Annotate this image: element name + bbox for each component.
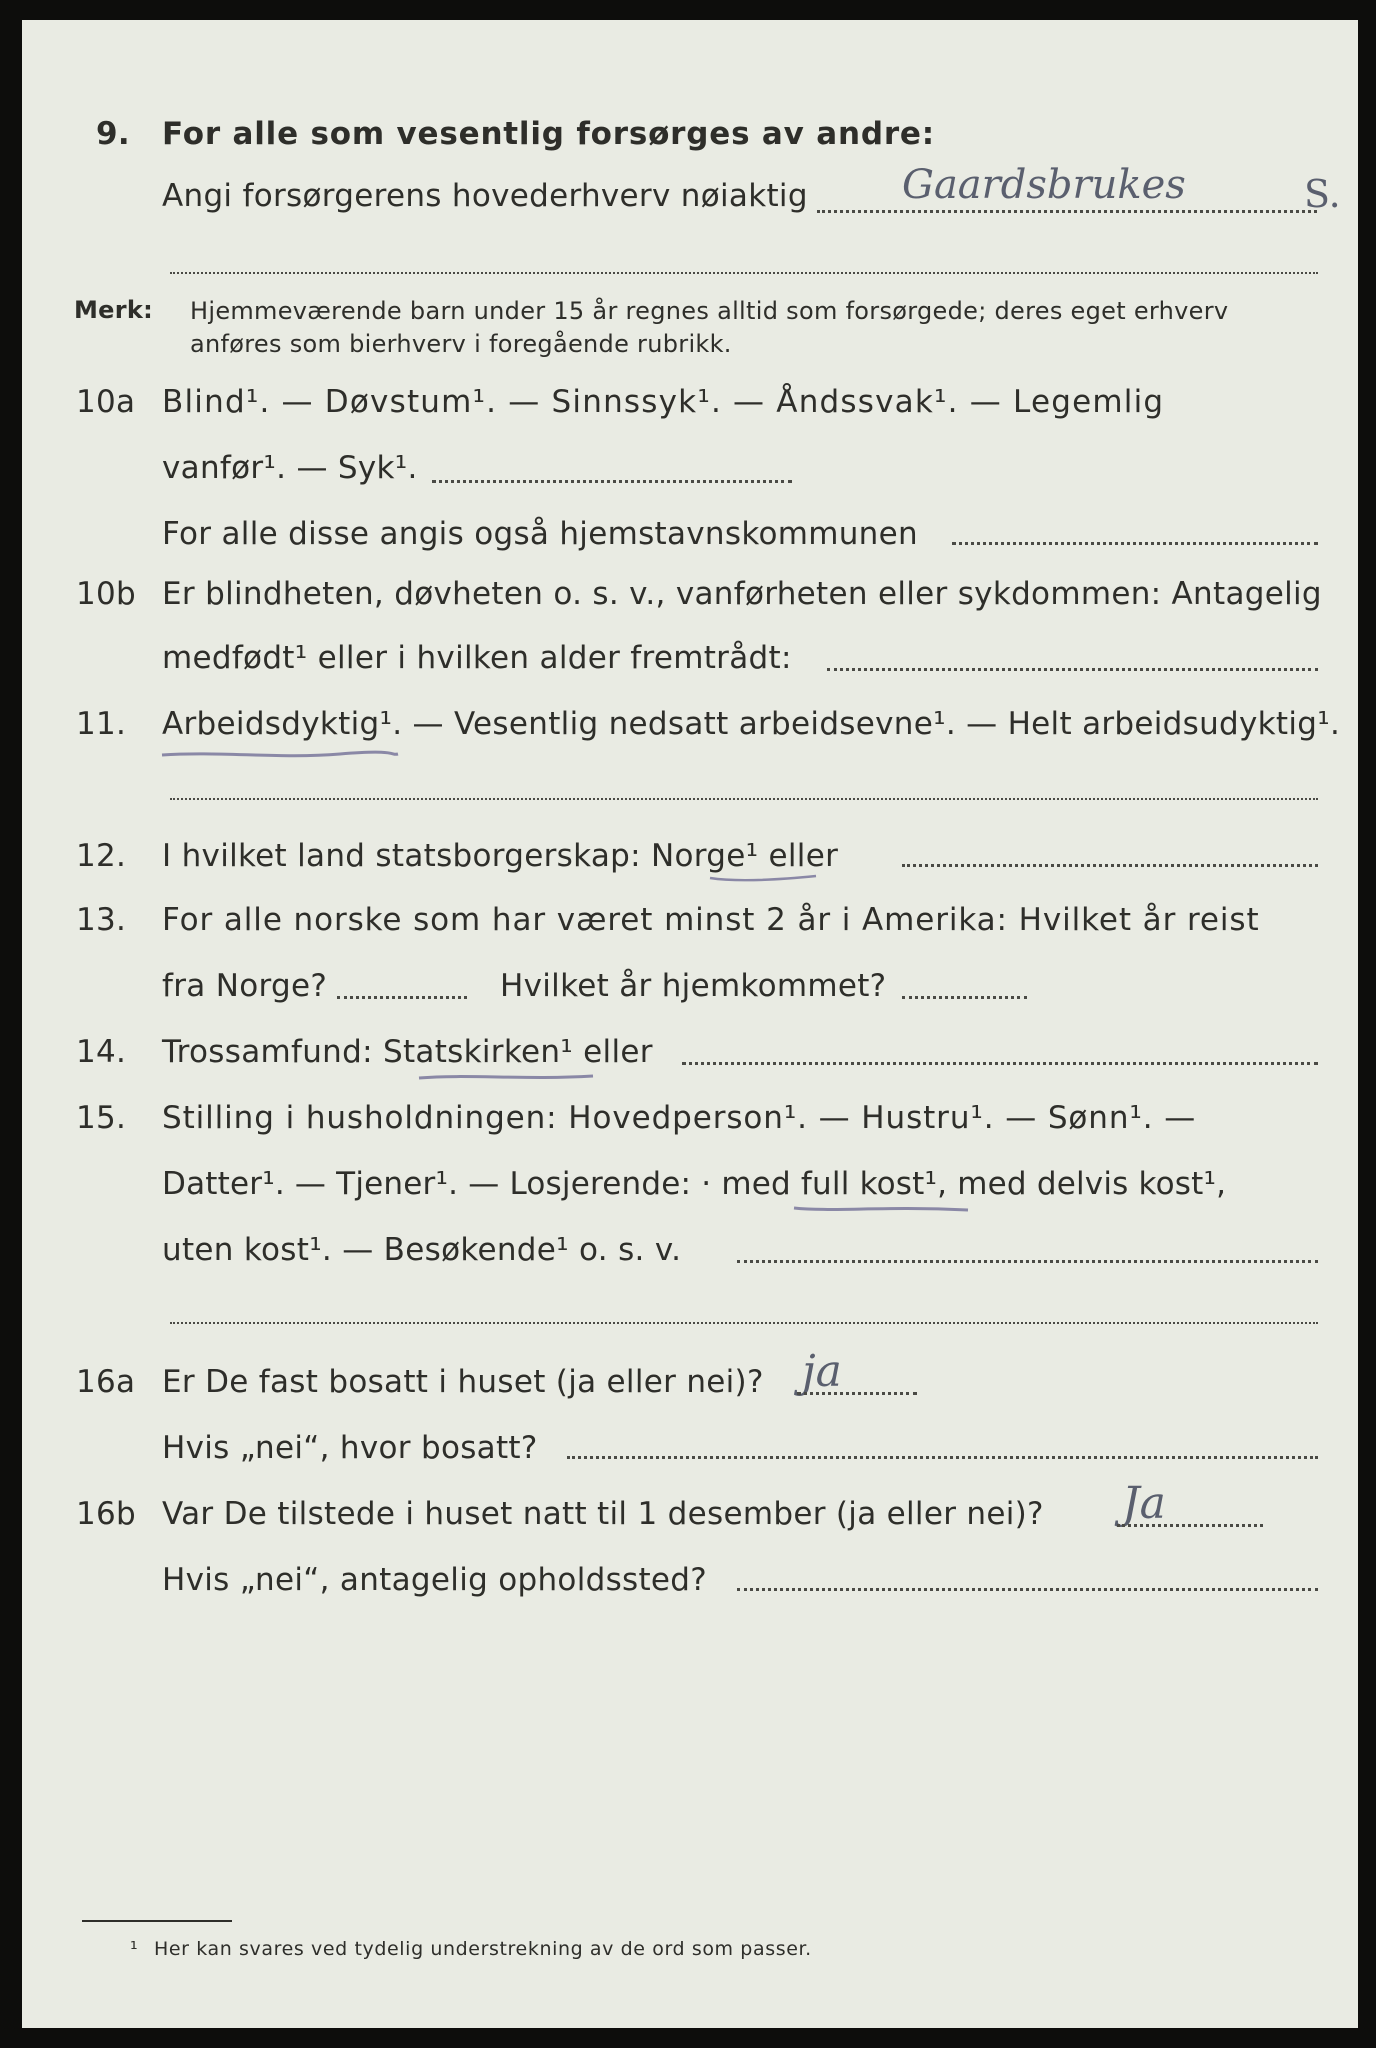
q13-reist-line (337, 996, 467, 999)
merk-label: Merk: (74, 296, 154, 324)
q9-handwritten-suffix: S. (1304, 172, 1341, 216)
q11-underline-mark (160, 748, 400, 762)
q10a-syk-line (432, 480, 792, 483)
q12-text: I hvilket land statsborgerskap: Norge¹ eller (162, 838, 839, 874)
q16a-number: 16a (76, 1364, 136, 1400)
q11-number: 11. (76, 706, 127, 742)
q12-number: 12. (76, 838, 127, 874)
q9-handwritten-answer: Gaardsbrukes (902, 162, 1186, 208)
q16b-line-2: Hvis „nei“, antagelig opholdssted? (162, 1562, 708, 1598)
q9-extra-line (170, 272, 1318, 274)
q13-line-2b: Hvilket år hjemkommet? (500, 968, 887, 1004)
q12-norge-underline-mark (706, 834, 826, 886)
q13-line-2a: fra Norge? (162, 968, 328, 1004)
q11-extra-line (170, 798, 1318, 800)
q15-line-3: uten kost¹. — Besøkende¹ o. s. v. (162, 1232, 682, 1268)
q10b-answer-line (827, 668, 1318, 671)
q14-text: Trossamfund: Statskirken¹ eller (162, 1034, 653, 1070)
q10a-hjemstavn-line (952, 542, 1318, 545)
q16a-line-1: Er De fast bosatt i huset (ja eller nei)? (162, 1364, 764, 1400)
q9-line: Angi forsørgerens hovederhverv nøiaktig (162, 178, 808, 214)
q11-text: Arbeidsdyktig¹. — Vesentlig nedsatt arbeidsevne¹. — Helt arbeidsudyktig¹. (162, 706, 1341, 742)
footnote-mark: ¹ (130, 1938, 138, 1960)
q16b-number: 16b (76, 1496, 137, 1532)
footnote-rule (82, 1920, 232, 1922)
q16b-opholdssted-line (737, 1588, 1318, 1591)
q16b-line-1: Var De tilstede i huset natt til 1 desember (ja eller nei)? (162, 1496, 1044, 1532)
q10b-number: 10b (76, 576, 137, 612)
q15-number: 15. (76, 1100, 127, 1136)
q16b-answer-line (1117, 1524, 1263, 1527)
q14-underline-mark (417, 1070, 597, 1084)
q9-answer-line (817, 210, 1317, 213)
q10a-line-2: vanfør¹. — Syk¹. (162, 450, 418, 486)
q10a-number: 10a (76, 384, 136, 420)
merk-line-2: anføres som bierhverv i foregående rubrikk. (190, 330, 732, 358)
q15-answer-line (737, 1260, 1318, 1263)
q9-number: 9. (96, 116, 130, 152)
q10b-line-1: Er blindheten, døvheten o. s. v., vanførheten eller sykdommen: Antagelig (162, 576, 1322, 612)
q13-number: 13. (76, 902, 127, 938)
footnote-text: Her kan svares ved tydelig understrekning av de ord som passer. (154, 1938, 812, 1960)
q13-hjemkommet-line (902, 996, 1027, 999)
merk-line-1: Hjemmeværende barn under 15 år regnes alltid som forsørgede; deres eget erhverv (190, 297, 1229, 325)
q15-line-2: Datter¹. — Tjener¹. — Losjerende: · med full kost¹, med delvis kost¹, (162, 1166, 1227, 1202)
q16b-handwritten-answer: Ja (1122, 1478, 1166, 1529)
q10b-line-2: medfødt¹ eller i hvilken alder fremtrådt: (162, 640, 792, 676)
q16a-answer-line (797, 1392, 917, 1395)
q16a-handwritten-answer: ja (802, 1346, 842, 1397)
q12-answer-line (902, 864, 1318, 867)
q10a-line-1: Blind¹. — Døvstum¹. — Sinnssyk¹. — Åndssvak¹. — Legemlig (162, 384, 1165, 420)
q14-answer-line (682, 1062, 1318, 1065)
q14-number: 14. (76, 1034, 127, 1070)
q16a-line-2: Hvis „nei“, hvor bosatt? (162, 1430, 538, 1466)
q9-title: For alle som vesentlig forsørges av andre: (162, 116, 935, 152)
q15-line-1: Stilling i husholdningen: Hovedperson¹. — Hustru¹. — Sønn¹. — (162, 1100, 1197, 1136)
q15-underline-mark (792, 1202, 972, 1216)
census-form-page (22, 20, 1358, 2028)
q15-extra-line (170, 1322, 1318, 1324)
q13-line-1: For alle norske som har været minst 2 år i Amerika: Hvilket år reist (162, 902, 1260, 938)
q10a-line-3: For alle disse angis også hjemstavnskommunen (162, 516, 918, 552)
q16a-bosatt-line (567, 1456, 1318, 1459)
